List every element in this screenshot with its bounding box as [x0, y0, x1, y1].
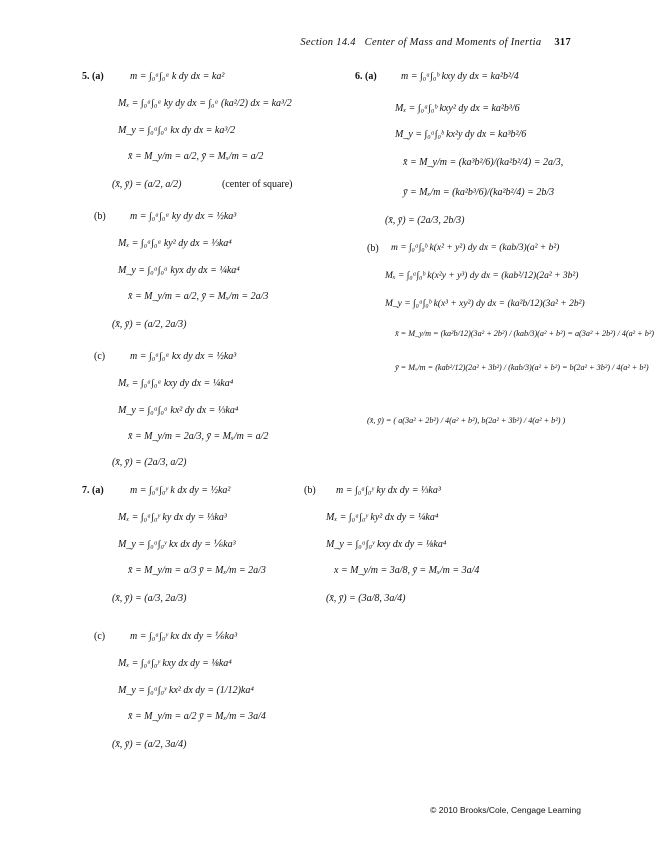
p5c-line-2: Mₓ = ∫₀ᵃ∫₀ᵃ kxy dy dx = ¼ka⁴	[118, 378, 234, 389]
p7c-line-1: m = ∫₀ᵃ∫₀ʸ kx dx dy = ⅙ka³	[130, 631, 238, 642]
p5a-note: (center of square)	[222, 179, 293, 190]
problem-5c-label: (c)	[94, 351, 106, 362]
p5c-line-5: (x̄, ȳ) = (2a/3, a/2)	[112, 457, 187, 468]
section-number: Section 14.4	[300, 37, 356, 48]
p5c-line-4: x̄ = M_y/m = 2a/3, ȳ = Mₓ/m = a/2	[128, 431, 269, 442]
p7a-line-5: (x̄, ȳ) = (a/3, 2a/3)	[112, 593, 187, 604]
page-number: 317	[554, 37, 571, 48]
section-title: Center of Mass and Moments of Inertia	[364, 37, 542, 48]
p7a-line-3: M_y = ∫₀ᵃ∫₀ʸ kx dx dy = ⅙ka³	[118, 539, 236, 550]
problem-6a-label: 6. (a)	[355, 71, 377, 82]
p7b-line-1: m = ∫₀ᵃ∫₀ʸ ky dx dy = ⅓ka³	[336, 485, 441, 496]
p6a-line-6: (x̄, ȳ) = (2a/3, 2b/3)	[385, 215, 465, 226]
p6b-line-3: M_y = ∫₀ᵃ∫₀ᵇ k(x³ + xy²) dy dx = (ka²b/12)(3a² + 2b²)	[385, 299, 585, 309]
p7c-line-5: (x̄, ȳ) = (a/2, 3a/4)	[112, 739, 187, 750]
problem-5b-label: (b)	[94, 211, 106, 222]
p7c-line-3: M_y = ∫₀ᵃ∫₀ʸ kx² dx dy = (1/12)ka⁴	[118, 685, 254, 696]
p5c-line-3: M_y = ∫₀ᵃ∫₀ᵃ kx² dy dx = ⅓ka⁴	[118, 405, 239, 416]
p6b-line-5: ȳ = Mₓ/m = (kab²/12)(2a² + 3b²) / (kab/3)(a² + b²) = b(2a² + 3b²) / 4(a² + b²)	[395, 363, 649, 372]
p7a-line-1: m = ∫₀ᵃ∫₀ʸ k dx dy = ½ka²	[130, 485, 231, 496]
p5b-line-3: M_y = ∫₀ᵃ∫₀ᵃ kyx dy dx = ¼ka⁴	[118, 265, 240, 276]
p6b-line-6: (x̄, ȳ) = ( a(3a² + 2b²) / 4(a² + b²), b(2a² + 3b²) / 4(a² + b²) )	[367, 416, 566, 425]
p5b-line-5: (x̄, ȳ) = (a/2, 2a/3)	[112, 319, 187, 330]
p5a-line-3: M_y = ∫₀ᵃ∫₀ᵃ kx dy dx = ka³/2	[118, 125, 236, 136]
p7c-line-2: Mₓ = ∫₀ᵃ∫₀ʸ kxy dx dy = ⅛ka⁴	[118, 658, 232, 669]
p6b-line-2: Mₓ = ∫₀ᵃ∫₀ᵇ k(x²y + y³) dy dx = (kab²/12)(2a² + 3b²)	[385, 271, 579, 281]
problem-6b-label: (b)	[367, 243, 379, 254]
p6a-line-5: ȳ = Mₓ/m = (ka²b³/6)/(ka²b²/4) = 2b/3	[403, 187, 555, 198]
p6b-line-1: m = ∫₀ᵃ∫₀ᵇ k(x² + y²) dy dx = (kab/3)(a² + b²)	[391, 243, 560, 253]
p6a-line-2: Mₓ = ∫₀ᵃ∫₀ᵇ kxy² dy dx = ka²b³/6	[395, 103, 520, 114]
p5b-line-1: m = ∫₀ᵃ∫₀ᵃ ky dy dx = ½ka³	[130, 211, 237, 222]
p7b-line-4: x = M_y/m = 3a/8, ȳ = Mₓ/m = 3a/4	[334, 565, 480, 576]
p5c-line-1: m = ∫₀ᵃ∫₀ᵃ kx dy dx = ½ka³	[130, 351, 237, 362]
p5b-line-4: x̄ = M_y/m = a/2, ȳ = Mₓ/m = 2a/3	[128, 291, 269, 302]
problem-7a-label: 7. (a)	[82, 485, 104, 496]
p7b-line-5: (x̄, ȳ) = (3a/8, 3a/4)	[326, 593, 406, 604]
p6a-line-1: m = ∫₀ᵃ∫₀ᵇ kxy dy dx = ka²b²/4	[401, 71, 519, 82]
p5a-line-4: x̄ = M_y/m = a/2, ȳ = Mₓ/m = a/2	[128, 151, 264, 162]
p7a-line-2: Mₓ = ∫₀ᵃ∫₀ʸ ky dx dy = ⅓ka³	[118, 512, 227, 523]
p6a-line-4: x̄ = M_y/m = (ka³b²/6)/(ka²b²/4) = 2a/3,	[403, 157, 564, 168]
p6b-line-4: x̄ = M_y/m = (ka²b/12)(3a² + 2b²) / (kab/3)(a² + b²) = a(3a² + 2b²) / 4(a² + b²)	[395, 329, 655, 338]
p6a-line-3: M_y = ∫₀ᵃ∫₀ᵇ kx²y dy dx = ka³b²/6	[395, 129, 527, 140]
p7b-line-2: Mₓ = ∫₀ᵃ∫₀ʸ ky² dx dy = ¼ka⁴	[326, 512, 439, 523]
running-header	[300, 37, 571, 48]
p5b-line-2: Mₓ = ∫₀ᵃ∫₀ᵃ ky² dy dx = ⅓ka⁴	[118, 238, 232, 249]
copyright-footer: © 2010 Brooks/Cole, Cengage Learning	[430, 805, 581, 815]
p7c-line-4: x̄ = M_y/m = a/2 ȳ = Mₓ/m = 3a/4	[128, 711, 266, 722]
problem-7b-label: (b)	[304, 485, 316, 496]
problem-7c-label: (c)	[94, 631, 106, 642]
p5a-line-5: (x̄, ȳ) = (a/2, a/2)	[112, 179, 182, 190]
p5a-line-2: Mₓ = ∫₀ᵃ∫₀ᵃ ky dy dx = ∫₀ᵃ (ka²/2) dx = ka³/2	[118, 98, 292, 109]
p7b-line-3: M_y = ∫₀ᵃ∫₀ʸ kxy dx dy = ⅛ka⁴	[326, 539, 447, 550]
p5a-line-1: m = ∫₀ᵃ∫₀ᵃ k dy dx = ka²	[130, 71, 225, 82]
p7a-line-4: x̄ = M_y/m = a/3 ȳ = Mₓ/m = 2a/3	[128, 565, 266, 576]
problem-5a-label: 5. (a)	[82, 71, 104, 82]
